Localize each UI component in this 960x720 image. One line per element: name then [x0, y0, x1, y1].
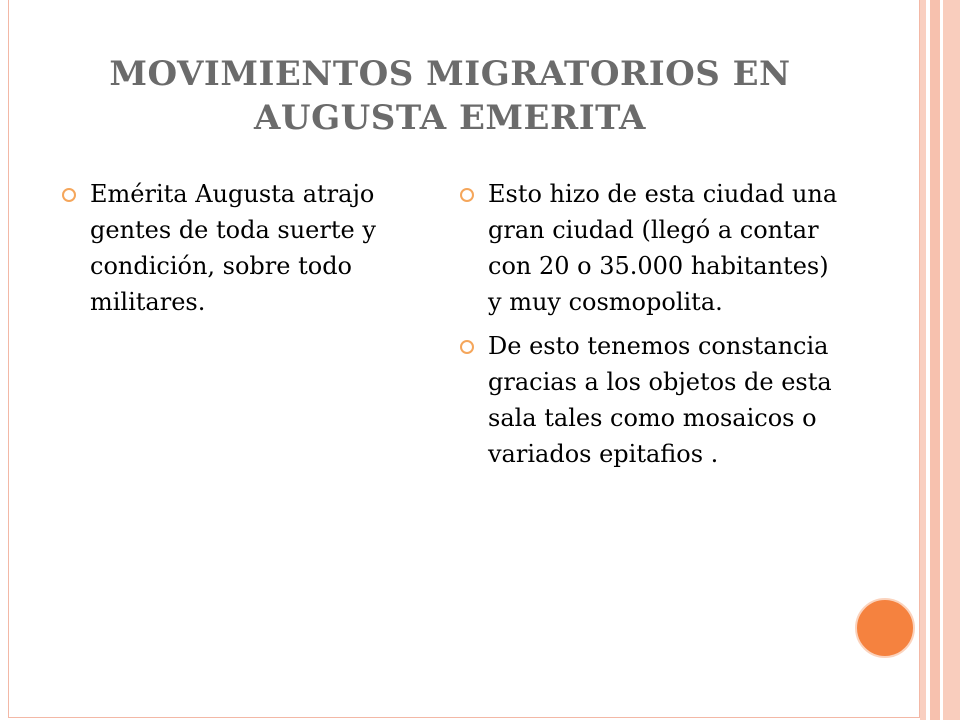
- slide-title: MOVIMIENTOS MIGRATORIOS EN AUGUSTA EMERITA: [109, 54, 791, 138]
- left-column: [62, 176, 422, 328]
- decorative-stripe: [943, 0, 960, 720]
- bullet-text: Esto hizo de esta ciudad una gran ciudad (llegó a contar con 20 o 35.000 habitantes) y muy cosmopolita.: [488, 180, 838, 316]
- bullet-item: [62, 176, 422, 320]
- bullet-circle-icon: [62, 188, 76, 202]
- decorative-circle: [855, 598, 915, 658]
- bullet-circle-icon: [460, 188, 474, 202]
- bullet-circle-icon: [460, 340, 474, 354]
- decorative-stripe: [930, 0, 940, 720]
- bullet-item: [460, 176, 840, 320]
- bullet-item: [460, 328, 840, 472]
- bullet-text: Emérita Augusta atrajo gentes de toda suerte y condición, sobre todo militares.: [90, 180, 376, 316]
- right-column: [460, 176, 840, 480]
- bullet-text: De esto tenemos constancia gracias a los objetos de esta sala tales como mosaicos o variados epitafios .: [488, 332, 832, 468]
